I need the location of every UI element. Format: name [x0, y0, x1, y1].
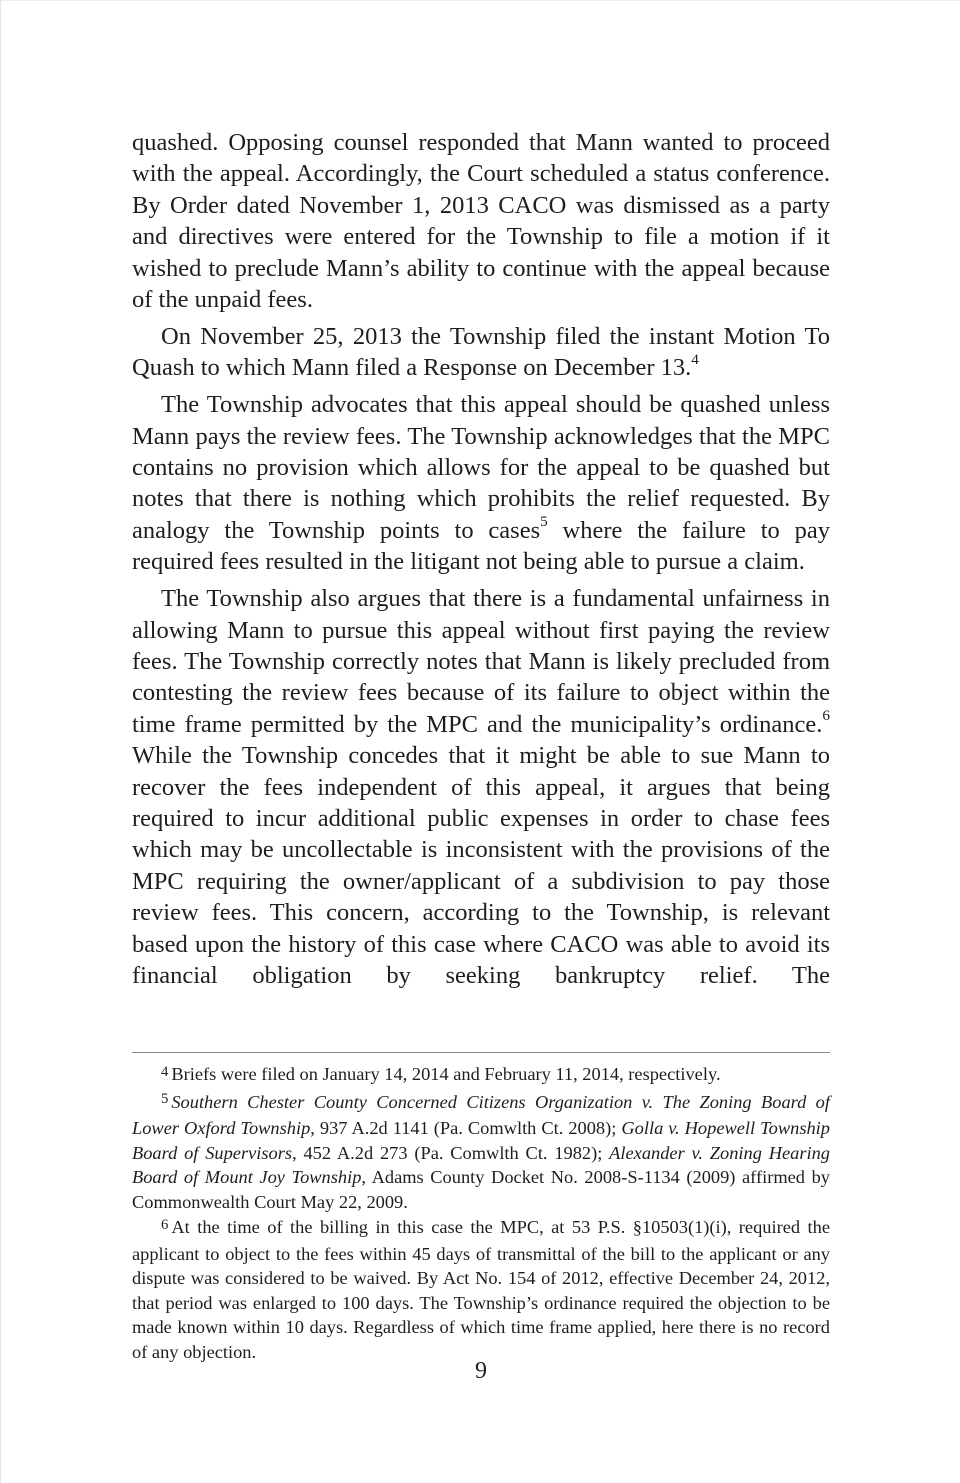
footnotes: [132, 1062, 830, 1365]
paragraph-text: While the Township concedes that it might be able to sue Mann to recover the fees independent of this appeal, it argues that being required to incur additional public expenses in order to chase fees which may be uncollectable is inconsistent with the provisions of the MPC requiring the owner/applicant of a subdivision to pay those review fees. This concern, according to the Township, is relevant based upon the history of this case where CACO was able to avoid its financial obligation by seeking bankruptcy relief. The: [132, 742, 830, 990]
footnote-divider: [132, 1052, 830, 1053]
body-text: [132, 127, 830, 997]
paragraph-text: The Township also argues that there is a fundamental unfairness in allowing Mann to pursue this appeal without first paying the review fees. The Township correctly notes that Mann is likely precluded from contesting the review fees because of its failure to object within the time frame permitted by the MPC and the municipality’s ordinance.: [132, 585, 830, 738]
paragraph-text: where the failure to pay required fees resulted in the litigant not being able to pursue a claim.: [132, 516, 830, 576]
footnote-ref-5[interactable]: 5: [540, 513, 548, 531]
footnote-6: [132, 1215, 830, 1364]
citation: , 937 A.2d 1141 (Pa. Comwlth Ct. 2008);: [310, 1118, 622, 1138]
footnote-5: [132, 1090, 830, 1215]
case-name: Golla v. Hopewell Township Board of Supervisors: [132, 1118, 830, 1163]
case-name: Alexander v. Zoning Hearing Board of Mount Joy Township: [132, 1142, 830, 1187]
footnote-mark: 6: [161, 1216, 169, 1233]
paragraph-text: The Township advocates that this appeal should be quashed unless Mann pays the review fees. The Township acknowledges that the MPC contains no provision which allows for the appeal to be quashed but notes that there is nothing which prohibits the relief requested. By analogy the Township points to cases: [132, 391, 830, 544]
footnote-4: [132, 1062, 830, 1089]
paragraph-text: On November 25, 2013 the Township filed the instant Motion To Quash to which Mann filed a Response on December 13.: [132, 322, 830, 382]
paragraph-continued: [132, 127, 830, 315]
footnote-text: At the time of the billing in this case the MPC, at 53 P.S. §10503(1)(i), required the applicant to object to the fees within 45 days of transmittal of the bill to the applicant or any dispute was considered to be waived. By Act No. 154 of 2012, effective December 24, 2012, that period was enlarged to 100 days. The Township’s ordinance required the objection to be made known within 10 days. Regardless of which time frame applied, here there is no record of any objection.: [132, 1217, 830, 1362]
footnote-mark: 5: [161, 1091, 169, 1108]
paragraph-township-advocates: [132, 389, 830, 577]
case-name: Southern Chester County Concerned Citizens Organization v. The Zoning Board of Lower Oxford Township: [132, 1091, 830, 1138]
citation: , Adams County Docket No. 2008-S-1134 (2009) affirmed by Commonwealth Court May 22, 2009.: [132, 1167, 830, 1212]
paragraph-unfairness: [132, 583, 830, 991]
footnote-text: Briefs were filed on January 14, 2014 and February 11, 2014, respectively.: [171, 1064, 721, 1084]
page-number: 9: [475, 1358, 487, 1384]
footnote-mark: 4: [161, 1063, 169, 1080]
paragraph-text: quashed. Opposing counsel responded that Mann wanted to proceed with the appeal. Accordingly, the Court scheduled a status conference. By Order dated November 1, 2013 CACO was dismissed as a party and directives were entered for the Township to file a motion if it wished to preclude Mann’s ability to continue with the appeal because of the unpaid fees.: [132, 129, 830, 314]
footnote-ref-6[interactable]: 6: [822, 707, 830, 725]
footnote-ref-4[interactable]: 4: [691, 350, 699, 368]
paragraph-motion-to-quash: [132, 321, 830, 384]
citation: , 452 A.2d 273 (Pa. Comwlth Ct. 1982);: [292, 1142, 610, 1163]
